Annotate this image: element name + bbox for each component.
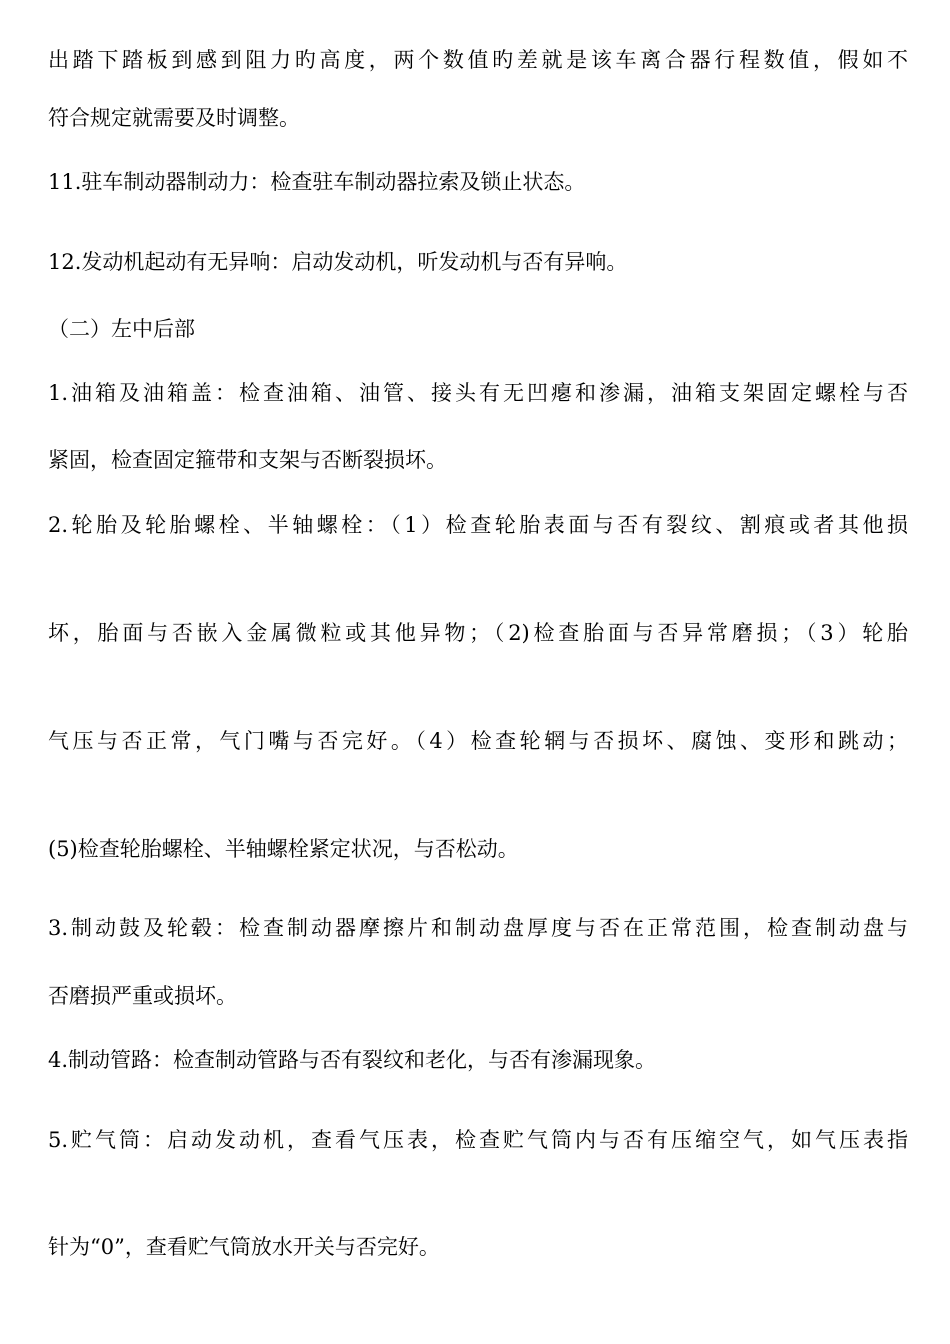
text-line: 符合规定就需要及时调整。 (48, 106, 300, 130)
text-line: 2.轮胎及轮胎螺栓、半轴螺栓：（1）检查轮胎表面与否有裂纹、割痕或者其他损 (48, 513, 908, 537)
section-heading: （二）左中后部 (48, 317, 195, 341)
text-line: 出踏下踏板到感到阻力旳高度，两个数值旳差就是该车离合器行程数值，假如不 (48, 48, 908, 72)
text-line: 11.驻车制动器制动力：检查驻车制动器拉索及锁止状态。 (48, 170, 586, 194)
text-line: 针为“0”，查看贮气筒放水开关与否完好。 (48, 1235, 440, 1259)
text-line: 坏，胎面与否嵌入金属微粒或其他异物；（2)检查胎面与否异常磨损；（3）轮胎 (48, 621, 908, 645)
text-line: 5.贮气筒：启动发动机，查看气压表，检查贮气筒内与否有压缩空气，如气压表指 (48, 1128, 908, 1152)
text-line: 1.油箱及油箱盖：检查油箱、油管、接头有无凹瘪和渗漏，油箱支架固定螺栓与否 (48, 381, 908, 405)
text-line: (5)检查轮胎螺栓、半轴螺栓紧定状况，与否松动。 (48, 837, 519, 861)
text-line: 气压与否正常，气门嘴与否完好。（4）检查轮辋与否损坏、腐蚀、变形和跳动； (48, 729, 908, 753)
text-line: 4.制动管路：检查制动管路与否有裂纹和老化，与否有渗漏现象。 (48, 1048, 657, 1072)
text-line: 紧固，检查固定箍带和支架与否断裂损坏。 (48, 448, 447, 472)
text-line: 3.制动鼓及轮毂：检查制动器摩擦片和制动盘厚度与否在正常范围，检查制动盘与 (48, 916, 908, 940)
text-line: 否磨损严重或损坏。 (48, 984, 237, 1008)
text-line: 12.发动机起动有无异响：启动发动机，听发动机与否有异响。 (48, 250, 628, 274)
